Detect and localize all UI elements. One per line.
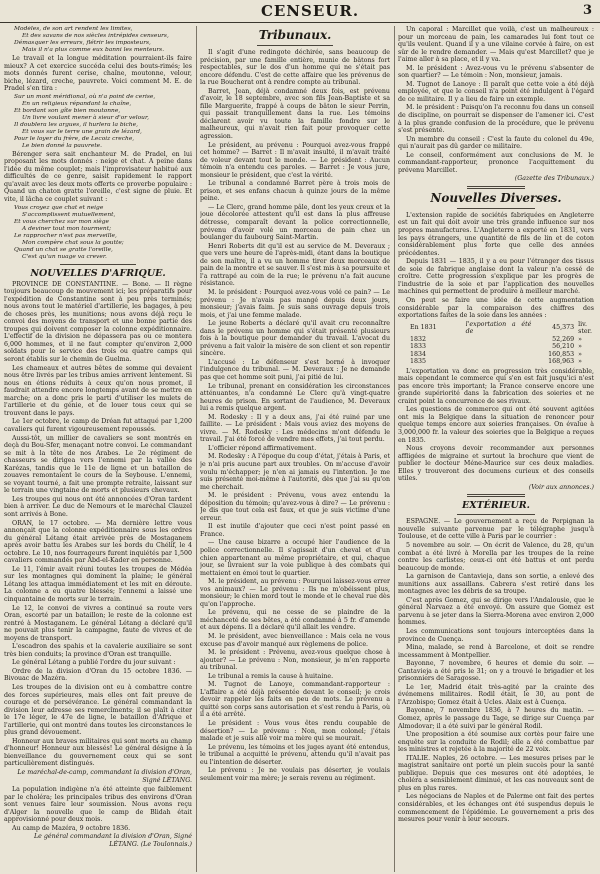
table-row	[398, 321, 594, 336]
paragraph: Ordre de la division d'Oran du 15 octobre 1836. — Bivouac de Mazéra.	[4, 667, 192, 683]
paragraph: M. Rodesky : A l'époque du coup d'état, j'étais à Paris, et je n'ai pris aucune part aux troubles. On m'accuse d'avoir voulu m'échapper; je n'en ai jamais eu l'intention. Je me suis présenté moi-même à l'autorité, dès que j'ai su qu'on me cherchait.	[200, 453, 390, 491]
paragraph: Le tribunal a condamné Barret père à trois mois de prison, et ses enfans chacun à quinze jours de la même peine.	[200, 180, 390, 203]
paragraph: Le 1er, Madrid était très-agité par la crainte des événemens militaires. Rodil était, le 30, au pont de l'Arzobispo; Gomez était à Ucles. Alaix est à Cuença.	[398, 683, 594, 706]
paragraph: Les troupes qui nous ont été annoncées d'Oran tardent bien à arriver. Le duc de Nemours et le maréchal Clauzel sont arrivés à Bone.	[4, 495, 192, 518]
paragraph: L'officier répond affirmativement.	[208, 444, 317, 452]
paragraph: Le tribunal a remis la cause à huitaine.	[208, 672, 334, 680]
paragraph: Au camp de Mazéra, 9 octobre 1836.	[12, 824, 131, 832]
signature: Le maréchal-de-camp, commandant la division d'Oran, Signé LÉTANG.	[17, 769, 192, 784]
section-heading-tribunaux: Tribunaux.	[258, 28, 332, 42]
paragraph: Le prévenu, les témoins et les juges ayant été entendus, le tribunal a acquitté le prévenu, attendu qu'il n'avait pas eu l'intention de déserter.	[200, 743, 390, 766]
paragraph: Les questions de commerce qui ont été souvent agitées ont mis la Belgique dans la situation de renoncer pour quelque temps encore aux soieries françaises. On évalue à 3,000,000 fr. la valeur des soieries que la Belgique a reçues en 1835.	[398, 406, 594, 444]
verse-line: Modèles, de son art rendent les limites,	[14, 26, 133, 32]
paragraph: M. Rodesky : Il y a deux ans, j'ai été ruiné par une faillite. — Le président : Mais vous aviez des moyens de vivre. — M. Rodesky : Les médecins m'ont défendu le travail. J'ai été forcé de vendre mes effets, j'ai tout perdu.	[200, 413, 390, 444]
verse-line: Le bien donné la pauvrete.	[22, 142, 103, 149]
table-row	[398, 351, 594, 359]
paragraph: Bayonne, 7 novembre 1836, à 7 heures du matin. — Gomez, après le passage du Tage, se dirige sur Cuença par Almodovar; il a été suivi par le général Rodil.	[398, 707, 594, 730]
table-row	[398, 358, 594, 366]
paragraph: Le prévenu : Je ne voulais pas déserter, je voulais seulement voir ma mère; je serais revenu au régiment.	[200, 767, 390, 782]
paragraph: Bayonne, 7 novembre, 6 heures et demie du soir. — Cantavieja a été pris le 31; on y a trouvé le brigadier et les prisonniers de Saragosse.	[398, 660, 594, 683]
paragraph: Le prévenu, qui ne cesse de se plaindre de la méchanceté de ses bêtes, a été condamné à 5 fr. d'amende et aux dépens. Il a déclaré qu'il allait les vendre.	[200, 609, 390, 632]
section-heading-nouvelles-diverses: Nouvelles Diverses.	[430, 190, 562, 205]
column-left	[4, 26, 192, 872]
verse-line: S'accomplissent mutuellement,	[22, 211, 116, 218]
paragraph: L'accusé : Le défenseur s'est borné à invoquer l'indulgence du tribunal. — M. Deveraux : Je ne demande pas que cet homme soit puni, j'ai pitié de lui.	[200, 358, 390, 381]
signature: Le général commandant la division d'Oran, Signé LÉTANG. (Le Toulonnais.)	[33, 833, 192, 848]
paragraph: Les troupes de la division ont eu à combattre contre des forces supérieures, mais elles ont fait preuve de courage et de persévérance. Le général commandant la division leur adresse ses remercîments; il se plaît à citer le 17e léger, le 47e de ligne, le bataillon d'Afrique et l'artillerie, qui ont montré dans toutes les circonstances le plus grand dévouement.	[4, 684, 192, 737]
unit-cell: »	[578, 350, 583, 358]
paragraph: M. le président : Puisqu'on l'a reconnu fou dans un conseil de discipline, on pourrait se dispenser de l'amener ici. C'est à la plus grande confusion de la procédure, que le prévenu s'est présenté.	[398, 104, 594, 135]
paragraph: Depuis 1831 — 1835, il y a eu pour l'étranger des tissus de soie de fabrique anglaise dont la valeur n'a cessé de croître. Cette progression s'explique par les progrès de l'industrie de la soie et par l'application des nouvelles machines qui permettent de produire à meilleur marché.	[398, 258, 594, 296]
paragraph: M. le président, avec bienveillance : Mais cela ne vous excuse pas d'avoir manqué aux règlemens de police.	[200, 633, 390, 648]
verse-line: C'est qu'un nuage va crever.	[22, 253, 107, 260]
paragraph: — Le Clerc, grand homme pâle, dont les yeux creux et la joue décolorée attestent qu'il est dans la plus affreuse détresse, comparaît devant la police correctionnelle, prévenu d'avoir volé un morceau de pain chez un boulanger du faubourg Saint-Martin.	[200, 203, 390, 242]
paragraph: Le 1er octobre, le camp de Dréan fut attaqué par 1,200 cavaliers qui furent vigoureusement repoussés.	[4, 418, 192, 433]
paragraph: M. le président : Pourquoi avez-vous volé ce pain? — Le prévenu : Je n'avais pas mangé depuis deux jours, monsieur; j'avais faim. Je suis sans ouvrage depuis trois mois, et j'ai une femme malade.	[200, 288, 390, 319]
paragraph: Nous croyons devoir recommander aux personnes affligées de migraine et surtout la brochure que vient de publier le docteur Méne-Maurice sur ces deux maladies. Elles y trouveront des documens curieux et des conseils utiles.	[398, 445, 594, 483]
paragraph: ESPAGNE. — Le gouvernement a reçu de Perpignan la nouvelle suivante parvenue par le télégraphe jusqu'à Toulouse, et de cette ville à Paris par le courrier :	[398, 518, 594, 541]
verse-line: Il doublera les argues, il hurlera la biche,	[14, 121, 138, 128]
aside-note: (Voir aux annonces.)	[528, 483, 594, 491]
paragraph: L'exportation va donc en progression très considérable, mais cependant le commerce qui s'en est fait jusqu'ici n'est pas encore très important; la France conserve encore une grande supériorité dans la fabrication des soieries et ne craint point la concurrence de ses rivaux.	[398, 367, 594, 405]
section-rule	[257, 45, 333, 46]
value-cell: 52,269	[552, 335, 575, 343]
unit-cell: »	[578, 343, 583, 351]
paragraph: On peut se faire une idée de cette augmentation considérable par la comparaison des chiffres des exportations faites de la soie dans les années :	[398, 296, 594, 320]
label-cell	[464, 358, 534, 366]
paragraph: Barret, Jean, déjà condamné deux fois, est prévenu d'avoir, le 18 septembre, avec son fils Jean-Baptiste et sa fille Marguerite, frappé à coups de bâton le sieur Perrin, qui passait tranquillement dans la rue. Les témoins déclarent avoir vu toute la famille fondre sur le malheureux, qui n'avait rien fait pour provoquer cette agression.	[200, 87, 390, 141]
paragraph: L'extension rapide de sociétés fabriquées en Angleterre est un fait qui doit avoir une très grande influence sur nos propres manufactures. L'Angleterre a exporté en 1831, vers les pays étrangers, une quantité de fils de lin et de coton considérablement plus forte que celle des années précédentes.	[398, 211, 594, 257]
paragraph: Les négocians de Naples et de Palerme ont fait des pertes considérables, et les échanges ont été suspendus depuis le commencement de l'épidémie. Le gouvernement a pris des mesures pour venir à leur secours.	[398, 793, 594, 824]
section-rule	[60, 264, 135, 265]
paragraph: Henri Roberts dit qu'il est au service de M. Deveraux ; que vers une heure de l'après-midi, étant dans la boutique de son maître, il a vu un homme tirer deux morceaux de pain de la montre et se sauver. Il s'est mis à sa poursuite et l'a rattrapé au coin de la rue; le prévenu n'a fait aucune résistance.	[200, 242, 390, 288]
section-rule	[467, 186, 526, 189]
paragraph: La garnison de Cantavieja, dans son sortie, a enlevé des munitions aux assaillans. Cabrera s'est retiré dans les montagnes avec les débris de sa troupe.	[398, 573, 594, 596]
verse-line: Mais il n'a plus comme eux banni les menteurs.	[22, 47, 165, 53]
section-rule	[457, 208, 535, 209]
section-rule	[467, 494, 526, 497]
paragraph: Le 11, l'émir avait réuni toutes les troupes de Médéa sur les montagnes qui dominent la plaine; le général Létang les attaqua immédiatement et les mit en déroute. La colonne a eu quatre blessés; l'ennemi a laissé une cinquantaine de morts sur le terrain.	[4, 565, 192, 603]
unit-cell: liv. ster.	[578, 320, 592, 336]
paragraph: Honneur aux braves militaires qui sont morts au champ d'honneur! Honneur aux blessés! Le général désigne à la bienveillance du gouvernement ceux qui se sont particulièrement distingués.	[4, 737, 192, 768]
verse-block	[14, 94, 192, 150]
section-heading-afrique: NOUVELLES D'AFRIQUE.	[30, 267, 166, 279]
verse-line: Et vous cherchez sur mon siège	[14, 218, 110, 225]
verse-line: Et bordant son gîte bien moutonne,	[14, 107, 121, 114]
value-cell: 168,963	[548, 358, 575, 366]
export-statistics-table	[398, 321, 594, 366]
column-middle	[200, 26, 390, 872]
source-citation: (Gazette des Tribunaux.)	[514, 175, 594, 183]
paragraph: Mina, malade, se rend à Barcelone, et doit se rendre incessamment à Montpellier.	[398, 644, 594, 659]
verse-line: Pour le loyer du frère, de Lecoiz creche,	[14, 135, 135, 142]
paragraph: M. le président : Prévenu, vous avez entendu la déposition du témoin; qu'avez-vous à dire? — Le prévenu : Je dis que tout cela est faux, et que je suis victime d'une erreur.	[200, 492, 390, 522]
verse-block	[14, 205, 192, 261]
newspaper-title: CENSEUR.	[260, 2, 360, 20]
paragraph: Un membre du conseil : C'est la faute du colonel du 49e, qui n'aurait pas dû garder ce militaire.	[398, 135, 594, 151]
label-cell	[464, 343, 534, 351]
year-cell: 1834	[410, 350, 427, 358]
label-cell	[464, 336, 534, 344]
paragraph: Il est inutile d'ajouter que ceci n'est point passé en France.	[200, 523, 390, 538]
paragraph: ITALIE. Naples, 26 octobre. — Les mesures prises par le magistrat sanitaire ont porté un plein succès pour la santé publique. Depuis que ces mesures ont été adoptées, le choléra a sensiblement diminué, et les cas nouveaux sont de plus en plus rares.	[398, 754, 594, 792]
paragraph: Le président : Vous vous êtes rendu coupable de désertion? — Le prévenu : Non, mon colonel; j'étais malade et je suis allé voir ma mère qui se mourait.	[200, 720, 390, 743]
paragraph: M. le président : Avez-vous vu le prévenu s'absenter de son quartier? — Le témoin : Non, monsieur, jamais.	[398, 64, 594, 80]
paragraph: L'escadron des spahis et la cavalerie auxiliaire se sont très bien conduits; la province d'Oran est tranquille.	[4, 643, 192, 658]
verse-line: Démasquer les erreurs, flétrir les imposteurs,	[14, 40, 151, 46]
paragraph: La population indigène n'a été atteinte que faiblement par le choléra; les principales tribus des environs d'Oran sont venues faire leur soumission. Nous avons reçu d'Alger la nouvelle que le camp de Blidah était approvisionné pour deux mois.	[4, 786, 192, 824]
paragraph: Aussi-tôt, un millier de cavaliers se sont montrés en deçà du Bou-Sfer, menaçant notre convoi. Le commandant se mit à la tête de nos Arabes. Le 2e régiment de chasseurs se dirigea vers l'ennemi par la vallée des Karézas, tandis que le 11e de ligne et un bataillon de zouaves remontaient le cours de la Seybouse. L'ennemi, se voyant tourné, a fait une prompte retraite, laissant sur le terrain une vingtaine de morts et plusieurs chevaux.	[4, 434, 192, 495]
year-cell: 1833	[410, 343, 427, 351]
section-heading-exterieur: EXTÉRIEUR.	[462, 500, 530, 512]
column-right	[398, 26, 594, 872]
section-rule	[457, 514, 535, 515]
paragraph: C'est après Gomez, qui se dirige vers l'Andalousie, que le général Narvaez a été envoyé. On assure que Gomez est parvenu à se jeter dans la Sierra-Morena avec environ 2,000 hommes.	[398, 596, 594, 627]
masthead	[0, 0, 600, 23]
paragraph: ORAN, le 17 octobre. — Ma dernière lettre vous annonçait que la colonne expéditionnaire sous les ordres du général Létang était arrivée près de Mostaganem après avoir battu les Arabes sur les bords du Chélif, le 4 octobre. Le 10, nos fourrageurs furent inquiétés par 1,500 cavaliers commandés par Abd-el-Kader en personne.	[4, 519, 192, 565]
paragraph: Le conseil, conformément aux conclusions de M. le commandant-rapporteur, prononce l'acquittement du prévenu Marcillet.	[398, 151, 594, 174]
verse-line: Un livre voulant mener à sieur d'or velour,	[22, 114, 150, 121]
table-row	[398, 343, 594, 351]
paragraph: M. le président, au prévenu : Pourquoi laissez-vous errer vos animaux? — Le prévenu : Ils ne m'obéissent plus, monsieur; le chien mord tout le monde et le cheval rue dès qu'on l'approche.	[200, 578, 390, 608]
value-cell: 160,853	[548, 350, 575, 358]
column-divider	[196, 26, 197, 872]
paragraph: M. Tugnot de Lanoye : Il paraît que cette voie a été déjà employée, et que le conseil n'a point été indulgent à l'égard de ce militaire. Il y a lieu de faire un exemple.	[398, 80, 594, 103]
verse-line: A deviner tout mon tourment;	[22, 225, 112, 232]
paragraph: Le travail et la longue méditation pourraient-ils faire mieux? A cet exercice succéda celui des bouts-rimés; les mots donnés furent cerise, chaîne, moutonne, velour, biche, lézard, creche, pauvrete. Voici comment M. E. de Pradel s'en tira :	[4, 55, 192, 93]
paragraph: Un caporal : Marcillet que voilà, c'est un malheureux : pour un morceau de pain, les camarades lui font tout ce qu'ils veulent. Quand il y a une vilaine corvée à faire, on est sûr de le rendre demander. — Mais qu'est Marcillet? que je l'aime aller à sa place, et il y va.	[398, 26, 594, 64]
label-cell: l'exportation a été de	[465, 320, 532, 336]
verse-line: Vous croyez que chat et neige	[14, 204, 104, 211]
paragraph: PROVINCE DE CONSTANTINE. — Bone. — Il règne toujours beaucoup de mouvement ici; les préparatifs pour l'expédition de Constantine sont à peu près terminés; nous avons tout le matériel d'artillerie, les bagages, à peu de choses près, les munitions; nous avons déjà reçu le convoi des moyens de transport et une bonne partie des troupes qui doivent composer la colonne expéditionnaire. L'effectif de la division ne dépassera pas ou ce montera 6,000 hommes, et il ne faut compter qu'environ 2,000 soldats pour le service des trois ou quatre camps qui seront établis sur le chemin de Guelma.	[4, 280, 192, 364]
paragraph: M. le président : Prévenu, avez-vous quelque chose à ajouter? — Le prévenu : Non, monsieur, je m'en rapporte au tribunal.	[200, 649, 390, 672]
verse-line: En un religieux répandant la chaîne,	[22, 100, 132, 107]
value-cell: 56,210	[552, 343, 575, 351]
year-cell: En 1831	[410, 324, 437, 332]
page-number: 3	[582, 3, 592, 18]
paragraph: — Une cause bizarre a occupé hier l'audience de la police correctionnelle. Il s'agissait d'un cheval et d'un chien appartenant au même propriétaire, et qui, chaque jour, se livraient sur la voie publique à des combats qui mettaient en émoi tout le quartier.	[200, 539, 390, 577]
paragraph: Le tribunal, prenant en considération les circonstances atténuantes, n'a condamné Le Clerc qu'à vingt-quatre heures de prison. En sortant de l'audience, M. Deveraux lui a remis quelque argent.	[200, 382, 390, 413]
unit-cell: »	[578, 358, 583, 366]
column-divider	[394, 26, 395, 872]
paragraph: Bérenger sera sait enchanteur M. de Pradel, en lui proposant les mots donnés : neige et chat. A peine dans l'idée du même couplet; mais l'improvisateur habitué aux difficultés de ce genre, saisit rapidement le rapport qu'avait avec les deux mots offerts ce proverbe populaire : Quand un chaton gratte l'oreille, c'est signe de pluie. Et vite, il lâcha ce couplet suivant :	[4, 150, 192, 204]
verse-line: Et vous sur le terre une grain de lézard,	[22, 128, 142, 135]
value-cell: 45,373	[552, 324, 575, 332]
paragraph: Le général Létang a publié l'ordre du jour suivant :	[12, 659, 176, 667]
verse-line: Quand un chat se gratte l'oreille,	[14, 246, 113, 253]
paragraph: Il s'agit d'une redingote déchirée, sans beaucoup de précision, par une famille entière, munie de bâtons fort respectables, sur le dos d'un homme qui ne s'était pas encore défendu. C'est de cette affaire que les prévenus de la rue Boucherat ont à rendre compte au tribunal.	[200, 49, 390, 87]
paragraph: Le 12, le convoi de vivres a continué sa route vers Oran, escorté par un bataillon; le reste de la colonne est rentré à Mostaganem. Le général Létang a déclaré qu'il ne pouvait plus tenir la campagne, faute de vivres et de moyens de transport.	[4, 604, 192, 642]
paragraph: Les chameaux et autres bêtes de somme qui devaient nous être livrés par les tribus amies arrivent lentement. Si nous en étions réduits à ceux qu'on nous promet, il faudrait attendre encore longtemps avant de se mettre en marche; on a donc pris le parti d'utiliser les mulets de l'artillerie et du génie, et de louer tous ceux qui se trouvent dans le pays.	[4, 364, 192, 417]
label-cell	[464, 351, 534, 359]
paragraph: M. Tugnot de Lanoye, commandant-rapporteur : L'affaire a été déjà présentée devant le conseil; je crois devoir rappeler les faits en peu de mots. Le prévenu a quitté son corps sans autorisation et s'est rendu à Paris, où il a été arrêté.	[200, 681, 390, 719]
paragraph: Le jeune Roberts a déclaré qu'il avait cru reconnaître dans le prévenu un homme qui s'était présenté plusieurs fois à la boutique pour demander du travail. L'avocat du prévenu a fait valoir la misère de son client et son repentir sincère.	[200, 320, 390, 358]
table-row	[398, 336, 594, 344]
paragraph: Le président, au prévenu : Pourquoi avez-vous frappé cet homme? — Barret : Il m'avait insulté, il m'avait traité de voleur devant tout le monde. — Le président : Aucun témoin n'a entendu ces paroles. — Barret : Je vous jure, monsieur le président, que c'est la vérité.	[200, 141, 390, 179]
verse-block	[14, 26, 192, 54]
verse-line: Mon compère chat sous la goutte;	[22, 239, 124, 246]
verse-line: Le rapprocher n'est pas merveille,	[14, 232, 117, 239]
year-cell: 1832	[410, 335, 427, 343]
year-cell: 1835	[410, 358, 427, 366]
paragraph: Les communications sont toujours interceptées dans la province de Cuença.	[398, 628, 594, 643]
paragraph: Une proposition a été soumise aux cortès pour faire une enquête sur la conduite de Rodil; elle a été combattue par les ministres et rejetée à la majorité de 22 voix.	[398, 731, 594, 754]
verse-line: Et des savans de nos siècles intrépides censeurs,	[22, 33, 169, 39]
paragraph: 5 novembre au soir. — On écrit de Valence, du 28, qu'un combat a été livré à Morella par les troupes de la reine contre les carlistes; ceux-ci ont été battus et ont perdu beaucoup de monde.	[398, 541, 594, 572]
verse-line: Sur un mont méridional, où n'a point de cerise,	[14, 93, 156, 100]
unit-cell: »	[578, 335, 583, 343]
